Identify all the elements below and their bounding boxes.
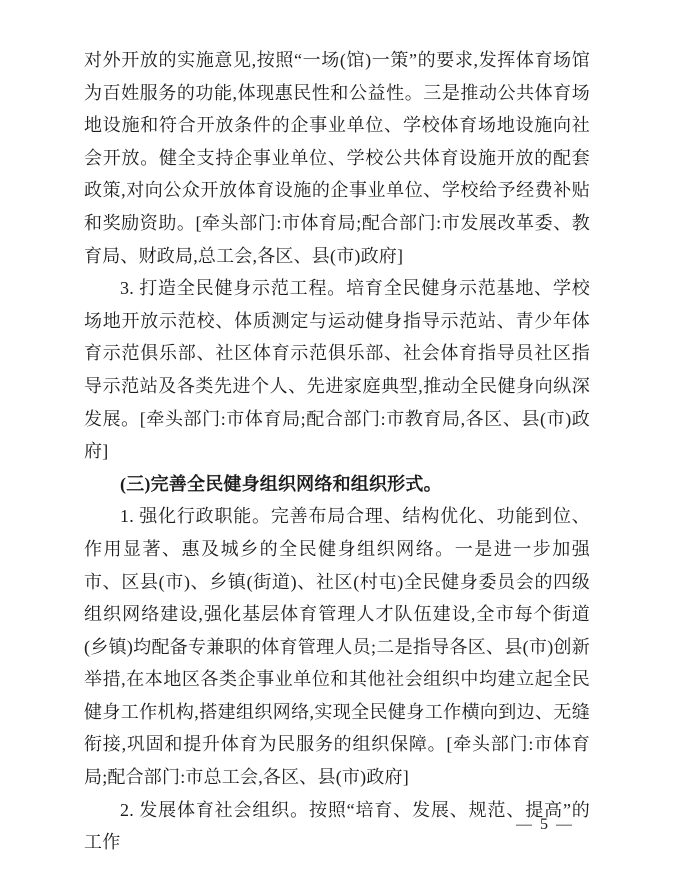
document-body	[84, 44, 590, 859]
paragraph-item-1: 1. 强化行政职能。完善布局合理、结构优化、功能到位、作用显著、惠及城乡的全民健身组织网络。一是进一步加强市、区县(市)、乡镇(街道)、社区(村屯)全民健身委员会的四级组织网络建设,强化基层体育管理人才队伍建设,全市每个街道(乡镇)均配备专兼职的体育管理人员;二是指导各区、县(市)创新举措,在本地区各类企事业单位和其他社会组织中均建立起全民健身工作机构,搭建组织网络,实现全民健身工作横向到边、无缝衔接,巩固和提升体育为民服务的组织保障。[牵头部门:市体育局;配合部门:市总工会,各区、县(市)政府]	[84, 506, 590, 788]
page-number: — 5 —	[516, 816, 574, 833]
paragraph-item-2: 2. 发展体育社会组织。按照“培育、发展、规范、提高”的工作	[84, 799, 590, 853]
paragraph-continuation: 对外开放的实施意见,按照“一场(馆)一策”的要求,发挥体育场馆为百姓服务的功能,体现惠民性和公益性。三是推动公共体育场地设施和符合开放条件的企事业单位、学校体育场地设施向社会开放。健全支持企事业单位、学校公共体育设施开放的配套政策,对向公众开放体育设施的企事业单位、学校给予经费补贴和奖励资助。[牵头部门:市体育局;配合部门:市发展改革委、教育局、财政局,总工会,各区、县(市)政府]	[84, 50, 590, 266]
paragraph-item-3: 3. 打造全民健身示范工程。培育全民健身示范基地、学校场地开放示范校、体质测定与运动健身指导示范站、青少年体育示范俱乐部、社区体育示范俱乐部、社会体育指导员社区指导示范站及各类先进个人、先进家庭典型,推动全民健身向纵深发展。[牵头部门:市体育局;配合部门:市教育局,各区、县(市)政府]	[84, 278, 590, 462]
section-heading: (三)完善全民健身组织网络和组织形式。	[120, 473, 442, 494]
